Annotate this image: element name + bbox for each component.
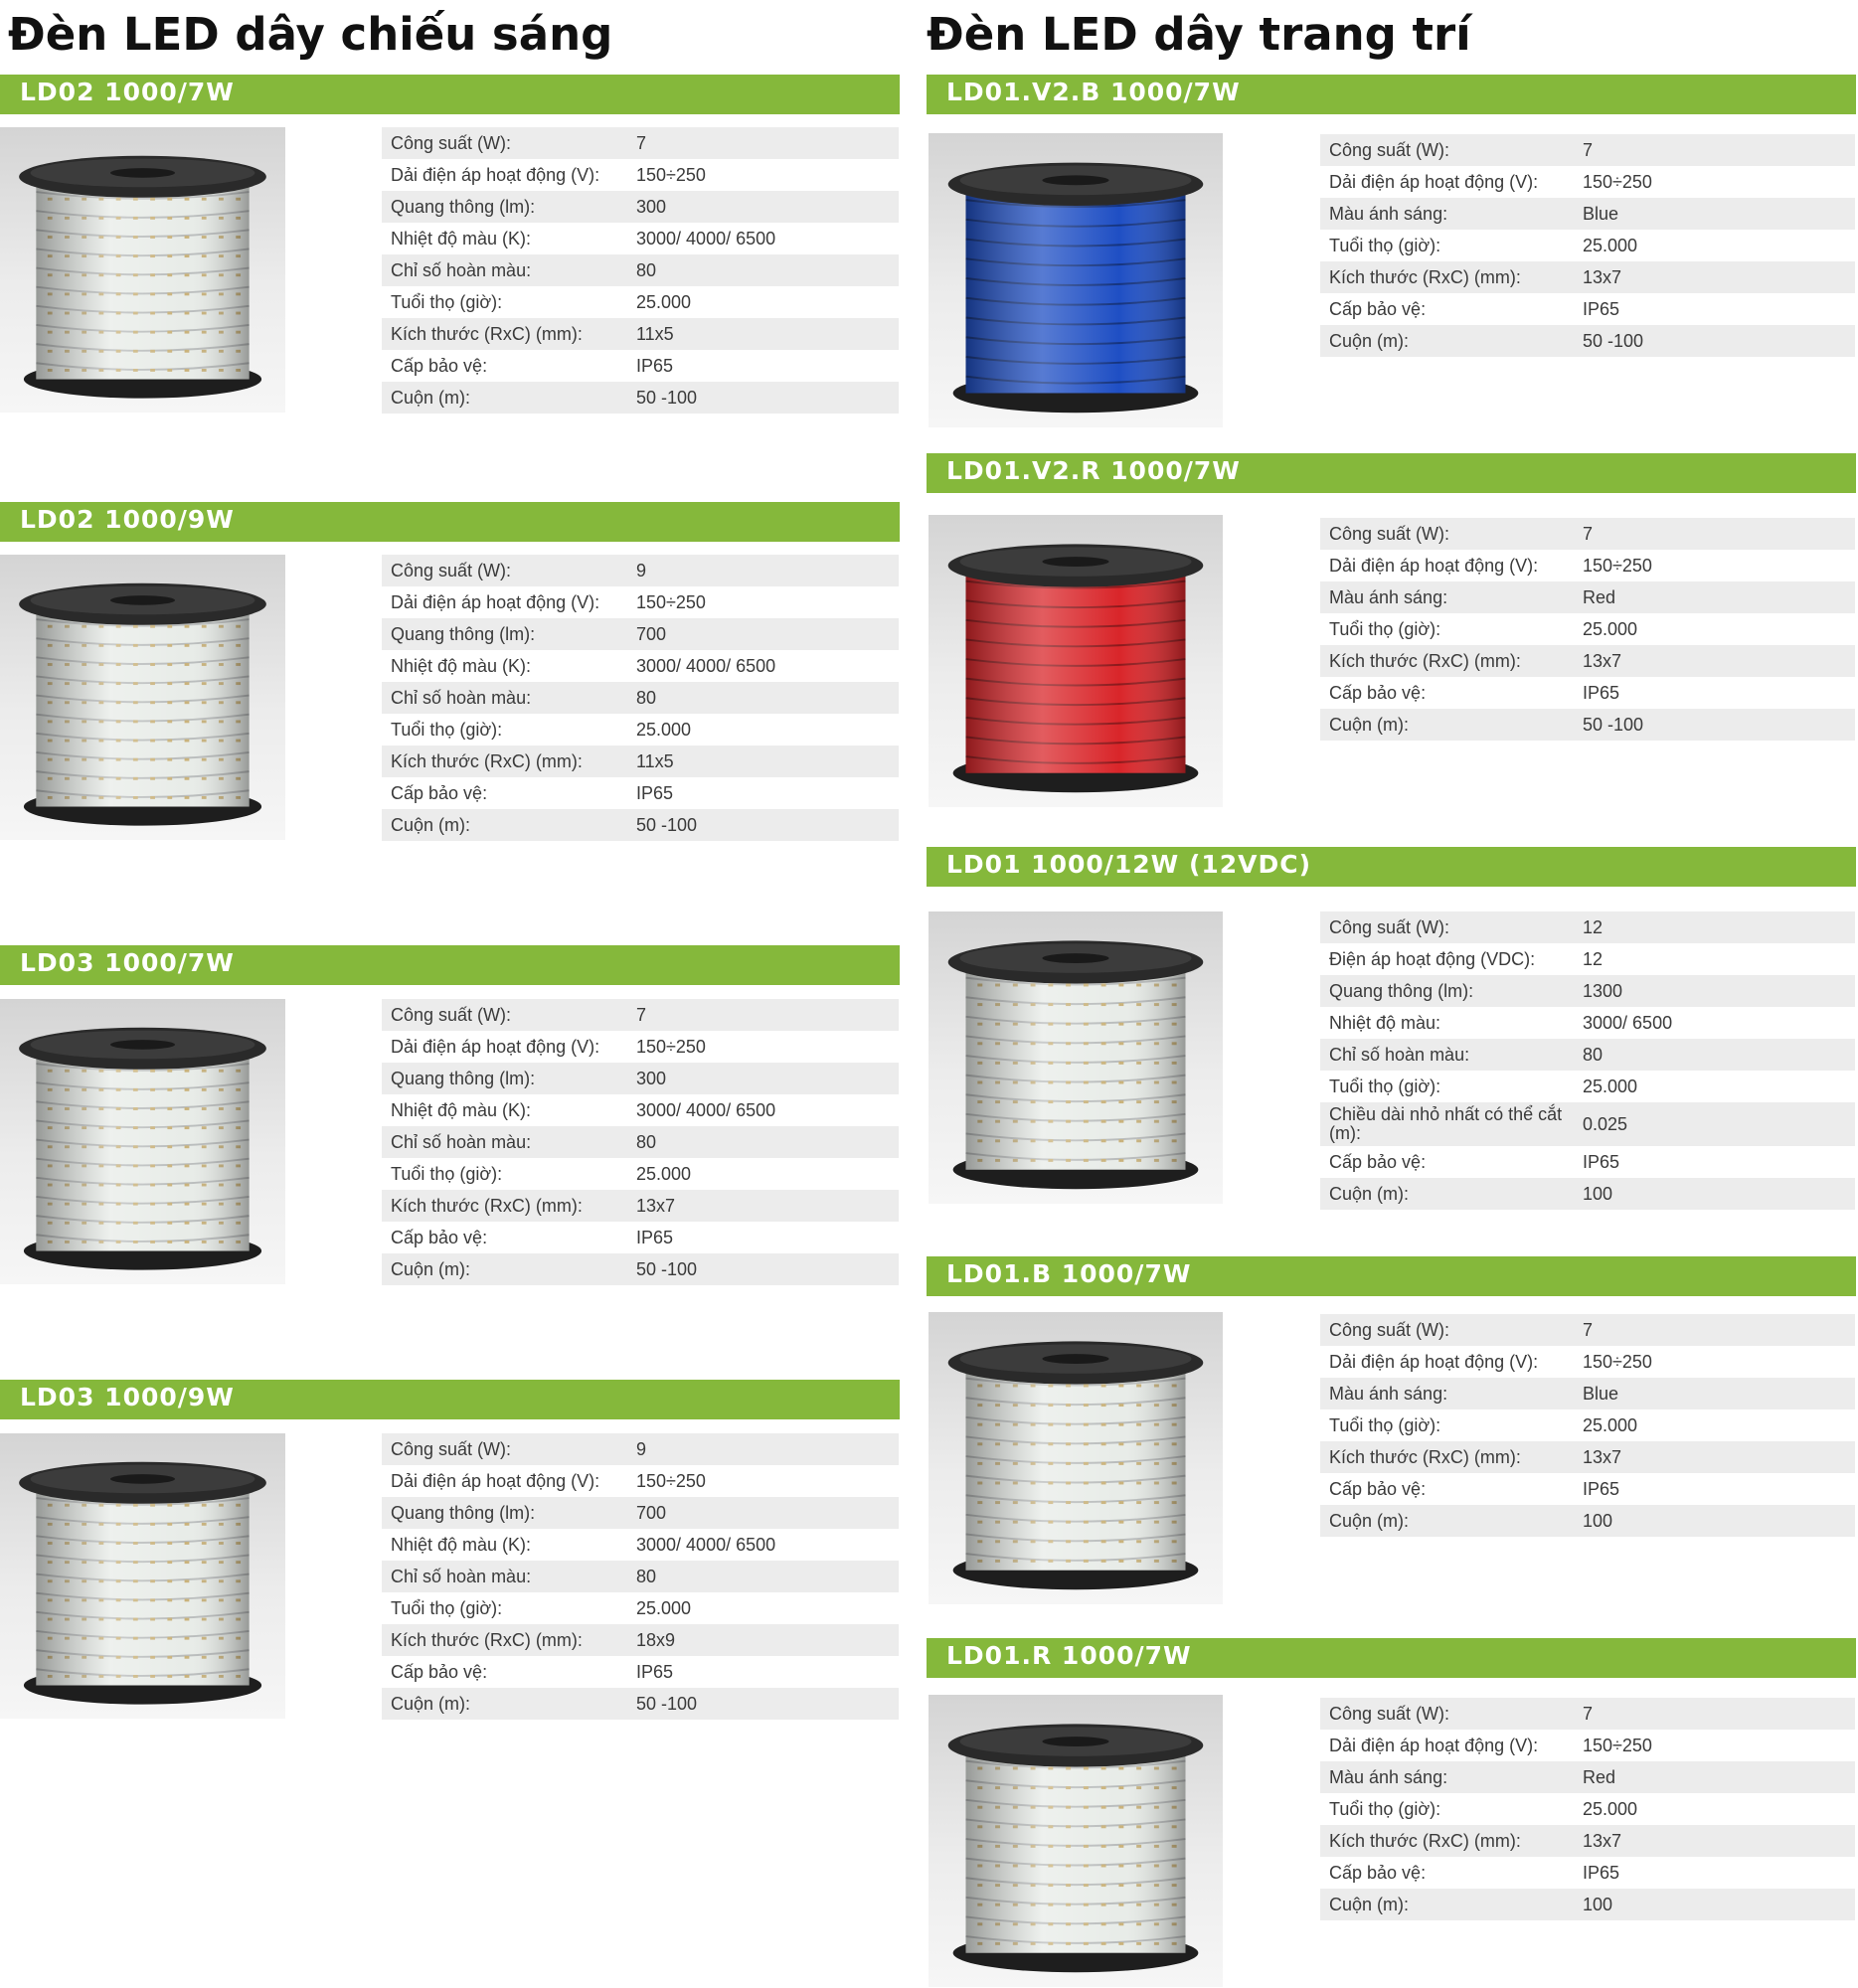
- spec-row: [382, 999, 899, 1031]
- spec-value: 50 -100: [636, 1693, 698, 1714]
- spec-row: [382, 714, 899, 746]
- spec-row: [1320, 1857, 1855, 1889]
- spec-label: Kích thước (RxC) (mm):: [1329, 1830, 1521, 1851]
- spec-label: Quang thông (lm):: [391, 1502, 536, 1523]
- spec-row: [1320, 166, 1855, 198]
- spec-row: [382, 1529, 899, 1561]
- spec-label: Cuộn (m):: [391, 1258, 471, 1279]
- product-image: [929, 911, 1223, 1204]
- spec-table: [382, 127, 899, 414]
- spec-value: 3000/ 4000/ 6500: [636, 655, 776, 676]
- spec-value: 150÷250: [636, 164, 706, 185]
- product-title-bar: [927, 1256, 1856, 1296]
- spec-row: [1320, 1730, 1855, 1761]
- spec-row: [382, 159, 899, 191]
- spec-row: [1320, 975, 1855, 1007]
- spec-label: Kích thước (RxC) (mm):: [391, 323, 583, 344]
- spec-row: [1320, 1178, 1855, 1210]
- spec-value: 50 -100: [636, 814, 698, 835]
- spec-value: 3000/ 4000/ 6500: [636, 228, 776, 248]
- spec-label: Tuổi thọ (giờ):: [391, 719, 503, 740]
- spec-row: [1320, 1761, 1855, 1793]
- spec-label: Dải điện áp hoạt động (V):: [391, 1036, 600, 1057]
- spec-row: [382, 318, 899, 350]
- spec-label: Công suất (W):: [1329, 139, 1450, 160]
- spec-label: Nhiệt độ màu (K):: [391, 228, 532, 248]
- product-title: LD01 1000/12W (12VDC): [946, 850, 1312, 879]
- spec-value: 150÷250: [636, 1470, 706, 1491]
- spec-value: 9: [636, 1438, 647, 1459]
- spec-value: 13x7: [1583, 266, 1622, 287]
- spec-label: Tuổi thọ (giờ):: [1329, 1076, 1441, 1096]
- spec-value: 150÷250: [1583, 171, 1652, 192]
- spec-row: [1320, 943, 1855, 975]
- spec-row: [382, 127, 899, 159]
- spec-label: Chỉ số hoàn màu:: [391, 687, 532, 708]
- spec-label: Dải điện áp hoạt động (V):: [391, 591, 600, 612]
- spec-label: Chỉ số hoàn màu:: [1329, 1044, 1470, 1065]
- spec-row: [1320, 1698, 1855, 1730]
- product-title: LD03 1000/7W: [20, 948, 235, 977]
- spec-value: IP65: [1583, 682, 1620, 703]
- spec-row: [1320, 1441, 1855, 1473]
- spec-value: 13x7: [1583, 650, 1622, 671]
- product-image: [929, 515, 1223, 807]
- spec-row: [1320, 1473, 1855, 1505]
- spec-value: 7: [1583, 1703, 1594, 1724]
- spec-label: Cuộn (m):: [391, 1693, 471, 1714]
- product-image: [0, 555, 285, 840]
- spec-label: Cuộn (m):: [391, 814, 471, 835]
- spec-value: 150÷250: [636, 591, 706, 612]
- spec-label: Công suất (W):: [1329, 523, 1450, 544]
- spec-row: [382, 1031, 899, 1063]
- spec-row: [1320, 1146, 1855, 1178]
- spec-value: 18x9: [636, 1629, 676, 1650]
- spec-value: 80: [636, 1131, 657, 1152]
- led-reel-graphic: [929, 133, 1223, 427]
- led-reel-graphic: [929, 1312, 1223, 1604]
- spec-row: [382, 555, 899, 586]
- product-title-bar: [0, 75, 900, 114]
- spec-row: [382, 1094, 899, 1126]
- spec-label: Kích thước (RxC) (mm):: [1329, 266, 1521, 287]
- product-title-bar: [927, 847, 1856, 887]
- spec-label: Cấp bảo vệ:: [391, 355, 488, 376]
- spec-row: [382, 1624, 899, 1656]
- spec-value: 300: [636, 1068, 667, 1088]
- spec-row: [382, 586, 899, 618]
- spec-row: [382, 1063, 899, 1094]
- spec-label: Cuộn (m):: [1329, 1510, 1410, 1531]
- spec-label: Cuộn (m):: [1329, 714, 1410, 735]
- spec-row: [382, 650, 899, 682]
- spec-value: IP65: [636, 782, 674, 803]
- spec-row: [1320, 1505, 1855, 1537]
- product-title: LD01.R 1000/7W: [946, 1641, 1192, 1670]
- spec-label: Quang thông (lm):: [391, 623, 536, 644]
- spec-label: Cuộn (m):: [1329, 330, 1410, 351]
- spec-row: [382, 746, 899, 777]
- spec-value: 25.000: [636, 719, 692, 740]
- led-reel-graphic: [0, 555, 285, 840]
- spec-value: 700: [636, 1502, 667, 1523]
- spec-label: Quang thông (lm):: [391, 196, 536, 217]
- spec-row: [1320, 911, 1855, 943]
- spec-row: [1320, 581, 1855, 613]
- spec-label: Điện áp hoạt động (VDC):: [1329, 948, 1536, 969]
- spec-label: Tuổi thọ (giờ):: [1329, 235, 1441, 255]
- spec-value: 1300: [1583, 980, 1623, 1001]
- spec-value: 3000/ 4000/ 6500: [636, 1534, 776, 1555]
- spec-label: Chỉ số hoàn màu:: [391, 1566, 532, 1586]
- spec-value: IP65: [1583, 1862, 1620, 1883]
- spec-label: Màu ánh sáng:: [1329, 1383, 1448, 1404]
- spec-value: 9: [636, 560, 647, 580]
- spec-value: 12: [1583, 948, 1604, 969]
- spec-row: [1320, 1825, 1855, 1857]
- product-title-bar: [0, 1380, 900, 1419]
- spec-label: Chỉ số hoàn màu:: [391, 1131, 532, 1152]
- spec-label: Công suất (W):: [391, 560, 512, 580]
- spec-row: [1320, 1314, 1855, 1346]
- spec-label: Cấp bảo vệ:: [1329, 1862, 1427, 1883]
- spec-row: [1320, 645, 1855, 677]
- spec-row: [382, 1592, 899, 1624]
- spec-label: Cuộn (m):: [1329, 1894, 1410, 1914]
- spec-value: 0.025: [1583, 1113, 1628, 1134]
- spec-label: Kích thước (RxC) (mm):: [1329, 1446, 1521, 1467]
- spec-value: 150÷250: [1583, 1735, 1652, 1755]
- product-image: [0, 999, 285, 1284]
- spec-row: [1320, 1039, 1855, 1071]
- led-reel-graphic: [0, 127, 285, 413]
- product-image: [0, 127, 285, 413]
- spec-label: Công suất (W):: [1329, 916, 1450, 937]
- spec-table: [1320, 911, 1855, 1210]
- spec-label: Tuổi thọ (giờ):: [391, 1163, 503, 1184]
- spec-row: [1320, 1378, 1855, 1409]
- spec-value: 150÷250: [1583, 1351, 1652, 1372]
- spec-label: Màu ánh sáng:: [1329, 203, 1448, 224]
- spec-value: 12: [1583, 916, 1604, 937]
- spec-label: Công suất (W):: [1329, 1319, 1450, 1340]
- led-reel-graphic: [0, 1433, 285, 1719]
- spec-value: 7: [1583, 1319, 1594, 1340]
- spec-label: Màu ánh sáng:: [1329, 586, 1448, 607]
- spec-row: [1320, 1007, 1855, 1039]
- spec-row: [382, 682, 899, 714]
- spec-row: [382, 777, 899, 809]
- spec-value: 7: [636, 132, 647, 153]
- spec-row: [1320, 230, 1855, 261]
- product-image: [929, 1312, 1223, 1604]
- spec-label: Nhiệt độ màu (K):: [391, 1534, 532, 1555]
- spec-table: [1320, 1698, 1855, 1920]
- spec-value: 80: [1583, 1044, 1604, 1065]
- spec-value: 100: [1583, 1183, 1613, 1204]
- spec-label: Nhiệt độ màu (K):: [391, 1099, 532, 1120]
- spec-value: 11x5: [636, 323, 674, 344]
- spec-row: [382, 382, 899, 414]
- spec-row: [1320, 1071, 1855, 1102]
- spec-value: 7: [1583, 139, 1594, 160]
- spec-row: [1320, 1346, 1855, 1378]
- spec-value: IP65: [636, 355, 674, 376]
- spec-value: IP65: [1583, 1478, 1620, 1499]
- spec-value: 80: [636, 687, 657, 708]
- spec-value: 50 -100: [1583, 330, 1644, 351]
- product-title: LD01.B 1000/7W: [946, 1259, 1192, 1288]
- led-reel-graphic: [929, 515, 1223, 807]
- spec-row: [1320, 677, 1855, 709]
- spec-row: [1320, 1793, 1855, 1825]
- spec-value: 80: [636, 1566, 657, 1586]
- spec-table: [382, 999, 899, 1285]
- spec-row: [1320, 134, 1855, 166]
- product-title-bar: [927, 1638, 1856, 1678]
- spec-row: [382, 350, 899, 382]
- spec-value: Blue: [1583, 203, 1619, 224]
- spec-table: [382, 1433, 899, 1720]
- spec-value: Red: [1583, 1766, 1616, 1787]
- spec-value: Red: [1583, 586, 1616, 607]
- spec-label: Dải điện áp hoạt động (V):: [1329, 1735, 1539, 1755]
- product-title: LD02 1000/7W: [20, 78, 235, 106]
- spec-row: [382, 1190, 899, 1222]
- spec-value: 50 -100: [636, 387, 698, 408]
- spec-label: Cấp bảo vệ:: [1329, 1151, 1427, 1172]
- spec-row: [1320, 198, 1855, 230]
- product-title: LD02 1000/9W: [20, 505, 235, 534]
- product-title-bar: [927, 453, 1856, 493]
- spec-row: [382, 286, 899, 318]
- spec-label: Chỉ số hoàn màu:: [391, 259, 532, 280]
- spec-label: Dải điện áp hoạt động (V):: [391, 1470, 600, 1491]
- spec-label: Công suất (W):: [391, 132, 512, 153]
- spec-value: 13x7: [636, 1195, 676, 1216]
- spec-label: Tuổi thọ (giờ):: [391, 291, 503, 312]
- spec-label: Công suất (W):: [391, 1004, 512, 1025]
- spec-label: Quang thông (lm):: [1329, 980, 1474, 1001]
- spec-value: 25.000: [1583, 1076, 1638, 1096]
- spec-label: Cấp bảo vệ:: [1329, 1478, 1427, 1499]
- spec-row: [382, 809, 899, 841]
- spec-value: 11x5: [636, 750, 674, 771]
- spec-value: IP65: [636, 1227, 674, 1247]
- spec-value: IP65: [1583, 298, 1620, 319]
- spec-row: [1320, 709, 1855, 741]
- led-reel-graphic: [0, 999, 285, 1284]
- spec-row: [382, 1688, 899, 1720]
- spec-label: Dải điện áp hoạt động (V):: [1329, 171, 1539, 192]
- spec-row: [1320, 261, 1855, 293]
- heading-lighting-strips: Đèn LED dây chiếu sáng: [8, 8, 613, 61]
- led-reel-graphic: [929, 1695, 1223, 1987]
- spec-row: [1320, 1409, 1855, 1441]
- spec-label: Cấp bảo vệ:: [1329, 298, 1427, 319]
- spec-row: [1320, 325, 1855, 357]
- spec-row: [1320, 550, 1855, 581]
- product-title-bar: [0, 945, 900, 985]
- spec-value: 50 -100: [1583, 714, 1644, 735]
- spec-table: [1320, 1314, 1855, 1537]
- spec-label: Công suất (W):: [1329, 1703, 1450, 1724]
- spec-value: 150÷250: [1583, 555, 1652, 576]
- spec-value: 25.000: [636, 1597, 692, 1618]
- spec-label: Dải điện áp hoạt động (V):: [1329, 555, 1539, 576]
- spec-value: 25.000: [1583, 1414, 1638, 1435]
- spec-table: [1320, 518, 1855, 741]
- spec-label: Tuổi thọ (giờ):: [1329, 618, 1441, 639]
- spec-row: [1320, 1889, 1855, 1920]
- spec-value: 100: [1583, 1894, 1613, 1914]
- spec-value: 25.000: [636, 291, 692, 312]
- spec-value: 13x7: [1583, 1830, 1622, 1851]
- spec-table: [382, 555, 899, 841]
- spec-row: [382, 618, 899, 650]
- spec-value: 100: [1583, 1510, 1613, 1531]
- spec-row: [382, 223, 899, 254]
- spec-row: [382, 1222, 899, 1253]
- spec-value: 25.000: [1583, 618, 1638, 639]
- spec-value: 13x7: [1583, 1446, 1622, 1467]
- spec-row: [1320, 613, 1855, 645]
- spec-label: Nhiệt độ màu:: [1329, 1012, 1441, 1033]
- spec-row: [1320, 1102, 1855, 1146]
- spec-label: Kích thước (RxC) (mm):: [391, 1195, 583, 1216]
- spec-label: Cấp bảo vệ:: [1329, 682, 1427, 703]
- spec-row: [382, 254, 899, 286]
- product-title: LD01.V2.B 1000/7W: [946, 78, 1241, 106]
- product-title-bar: [0, 502, 900, 542]
- spec-value: IP65: [1583, 1151, 1620, 1172]
- spec-label: Tuổi thọ (giờ):: [1329, 1798, 1441, 1819]
- spec-label: Nhiệt độ màu (K):: [391, 655, 532, 676]
- spec-row: [1320, 518, 1855, 550]
- spec-label: Cấp bảo vệ:: [391, 1661, 488, 1682]
- product-title-bar: [927, 75, 1856, 114]
- spec-row: [382, 1253, 899, 1285]
- spec-label: Chiều dài nhỏ nhất có thể cắt (m):: [1329, 1104, 1563, 1143]
- spec-label: Kích thước (RxC) (mm):: [391, 1629, 583, 1650]
- spec-value: Blue: [1583, 1383, 1619, 1404]
- spec-value: 300: [636, 196, 667, 217]
- spec-label: Cấp bảo vệ:: [391, 1227, 488, 1247]
- spec-value: 25.000: [636, 1163, 692, 1184]
- spec-label: Quang thông (lm):: [391, 1068, 536, 1088]
- spec-value: 150÷250: [636, 1036, 706, 1057]
- spec-row: [382, 1561, 899, 1592]
- spec-label: Cuộn (m):: [391, 387, 471, 408]
- product-title: LD01.V2.R 1000/7W: [946, 456, 1241, 485]
- product-image: [929, 1695, 1223, 1987]
- spec-value: 25.000: [1583, 1798, 1638, 1819]
- product-image: [0, 1433, 285, 1719]
- spec-value: 3000/ 6500: [1583, 1012, 1673, 1033]
- led-reel-graphic: [929, 911, 1223, 1204]
- spec-row: [382, 1158, 899, 1190]
- spec-row: [382, 191, 899, 223]
- product-title: LD03 1000/9W: [20, 1383, 235, 1411]
- spec-label: Kích thước (RxC) (mm):: [391, 750, 583, 771]
- spec-value: 25.000: [1583, 235, 1638, 255]
- spec-label: Cấp bảo vệ:: [391, 782, 488, 803]
- spec-label: Công suất (W):: [391, 1438, 512, 1459]
- spec-label: Dải điện áp hoạt động (V):: [391, 164, 600, 185]
- spec-row: [382, 1656, 899, 1688]
- spec-value: 80: [636, 259, 657, 280]
- spec-row: [382, 1126, 899, 1158]
- spec-table: [1320, 134, 1855, 357]
- spec-label: Kích thước (RxC) (mm):: [1329, 650, 1521, 671]
- spec-row: [382, 1465, 899, 1497]
- spec-value: 50 -100: [636, 1258, 698, 1279]
- spec-row: [382, 1433, 899, 1465]
- product-image: [929, 133, 1223, 427]
- spec-value: 7: [1583, 523, 1594, 544]
- spec-label: Dải điện áp hoạt động (V):: [1329, 1351, 1539, 1372]
- spec-label: Tuổi thọ (giờ):: [1329, 1414, 1441, 1435]
- spec-label: Màu ánh sáng:: [1329, 1766, 1448, 1787]
- spec-label: Tuổi thọ (giờ):: [391, 1597, 503, 1618]
- spec-value: 3000/ 4000/ 6500: [636, 1099, 776, 1120]
- heading-decorative-strips: Đèn LED dây trang trí: [927, 8, 1471, 61]
- spec-row: [382, 1497, 899, 1529]
- spec-value: 7: [636, 1004, 647, 1025]
- spec-label: Cuộn (m):: [1329, 1183, 1410, 1204]
- spec-value: IP65: [636, 1661, 674, 1682]
- spec-row: [1320, 293, 1855, 325]
- spec-value: 700: [636, 623, 667, 644]
